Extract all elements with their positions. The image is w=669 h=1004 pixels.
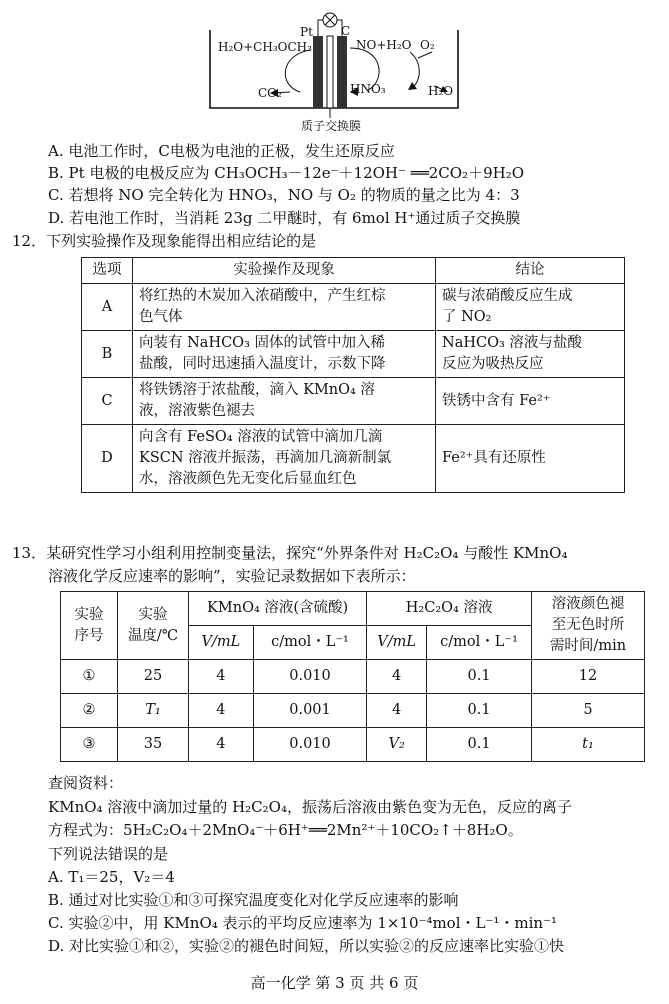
table-header-row: 实验 序号 实验 温度/℃ KMnO₄ 溶液(含硫酸) H₂C₂O₄ 溶液 溶液颜色褪 至无色时所 需时间/min xyxy=(61,592,645,626)
q13-ask: 下列说法错误的是 xyxy=(48,845,169,863)
table-row: ③ 35 4 0.010 V₂ 0.1 t₁ xyxy=(61,728,645,762)
pt-label: Pt xyxy=(300,25,313,39)
q11-option-a: A. 电池工作时，C电极为电池的正极，发生还原反应 xyxy=(48,142,395,160)
reference-line2: 方程式为：5H₂C₂O₄＋2MnO₄⁻＋6H⁺══2Mn²⁺＋10CO₂↑＋8H₂O。 xyxy=(48,821,523,839)
q13-table xyxy=(60,591,645,762)
page-footer: 高一化学 第 3 页 共 6 页 xyxy=(250,974,419,992)
c-electrode xyxy=(337,36,347,108)
reference-title: 查阅资料： xyxy=(48,774,124,792)
o2-label: O₂ xyxy=(420,38,435,52)
right-reactant-label: NO+H₂O xyxy=(356,38,412,52)
c-label: C xyxy=(341,24,351,38)
q13-stem-line1: 13．某研究性学习小组利用控制变量法，探究“外界条件对 H₂C₂O₄ 与酸性 KMnO₄ xyxy=(12,544,568,562)
q11-option-b: B. Pt 电极的电极反应为 CH₃OCH₃－12e⁻＋12OH⁻ ══2CO₂＋9H₂O xyxy=(48,164,525,182)
left-reactant-label: H₂O+CH₃OCH₃ xyxy=(218,40,312,54)
o2-arrow xyxy=(410,52,419,88)
table-subheader-row: V/mL c/mol・L⁻¹ V/mL c/mol・L⁻¹ xyxy=(61,626,645,660)
q13-stem-line2: 溶液化学反应速率的影响”，实验记录数据如下表所示： xyxy=(48,567,416,585)
table-row: A 将红热的木炭加入浓硝酸中，产生红棕 色气体 碳与浓硝酸反应生成 了 NO₂ xyxy=(82,284,625,331)
left-product-label: CO₂ xyxy=(258,86,282,100)
header-option: 选项 xyxy=(82,258,133,284)
q13-option-a: A. T₁＝25，V₂＝4 xyxy=(48,868,175,886)
electrolysis-cell-diagram xyxy=(200,0,470,135)
table-header-row xyxy=(82,258,625,284)
membrane-label: 质子交换膜 xyxy=(301,119,362,133)
table-row: D 向含有 FeSO₄ 溶液的试管中滴加几滴 KSCN 溶液并振荡，再滴加几滴新制氯 水，溶液颜色先无变化后显血红色 Fe²⁺具有还原性 xyxy=(82,425,625,493)
pt-electrode xyxy=(313,36,323,108)
table-row: ② T₁ 4 0.001 4 0.1 5 xyxy=(61,694,645,728)
q12-stem: 12．下列实验操作及现象能得出相应结论的是 xyxy=(12,232,317,250)
q12-table xyxy=(81,257,625,493)
q11-option-d: D. 若电池工作时，当消耗 23g 二甲醚时，有 6mol H⁺通过质子交换膜 xyxy=(48,209,521,227)
reference-line1: KMnO₄ 溶液中滴加过量的 H₂C₂O₄，振荡后溶液由紫色变为无色，反应的离子 xyxy=(48,798,572,816)
q13-option-b: B. 通过对比实验①和③可探究温度变化对化学反应速率的影响 xyxy=(48,891,459,909)
table-row: B 向装有 NaHCO₃ 固体的试管中加入稀 盐酸，同时迅速插入温度计，示数下降 NaHCO₃ 溶液与盐酸 反应为吸热反应 xyxy=(82,331,625,378)
table-row: C 将铁锈溶于浓盐酸，滴入 KMnO₄ 溶 液，溶液紫色褪去 铁锈中含有 Fe²⁺ xyxy=(82,378,625,425)
header-conclusion: 结论 xyxy=(436,258,625,284)
header-operation: 实验操作及现象 xyxy=(133,258,436,284)
q13-option-d: D. 对比实验①和②，实验②的褪色时间短，所以实验②的反应速率比实验①快 xyxy=(48,937,565,955)
table-row: ① 25 4 0.010 4 0.1 12 xyxy=(61,660,645,694)
right-product-label: HNO₃ xyxy=(350,82,386,96)
left-cycle-arrow xyxy=(285,50,310,92)
proton-membrane xyxy=(327,36,333,108)
q13-option-c: C. 实验②中，用 KMnO₄ 表示的平均反应速率为 1×10⁻⁴mol・L⁻¹・min⁻¹ xyxy=(48,914,558,932)
q11-option-c: C. 若想将 NO 完全转化为 HNO₃，NO 与 O₂ 的物质的量之比为 4：3 xyxy=(48,186,520,204)
water-label: H₂O xyxy=(428,84,454,98)
